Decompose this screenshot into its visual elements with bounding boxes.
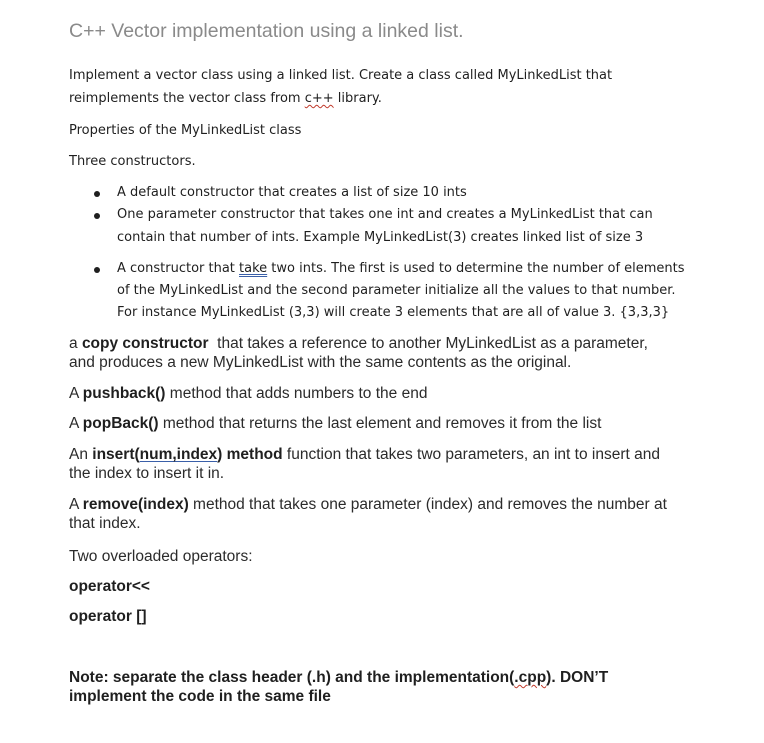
bullet-two-param-line-3: For instance MyLinkedList (3,3) will create 3 elements that are all of value 3. {3,3,3} (117, 305, 670, 320)
note-line-2: implement the code in the same file (69, 688, 331, 705)
properties-heading: Properties of the MyLinkedList class (69, 123, 302, 138)
underlined-params: num,index (139, 446, 218, 463)
remove-line-1: A remove(index) method that takes one parameter (index) and removes the number at (69, 496, 667, 513)
spellcheck-word: c++ (304, 91, 334, 106)
intro-line-1: Implement a vector class using a linked list. Create a class called MyLinkedList that (69, 68, 613, 83)
underlined-brackets: [] (136, 608, 147, 625)
overloaded-heading: Two overloaded operators: (69, 548, 253, 565)
pushback-line: A pushback() method that adds numbers to the end (69, 385, 428, 402)
bullet-one-param-line-1: One parameter constructor that takes one int and creates a MyLinkedList that can (117, 207, 653, 222)
bullet-dot-icon (94, 213, 100, 219)
insert-line-2: the index to insert it in. (69, 465, 225, 482)
operator-stream: operator<< (69, 578, 150, 595)
bullet-one-param-line-2: contain that number of ints. Example MyLinkedList(3) creates linked list of size 3 (117, 230, 644, 245)
note-line-1: Note: separate the class header (.h) and the implementation(.cpp). DON’T (69, 669, 609, 686)
bullet-two-param-line-1: A constructor that take two ints. The first is used to determine the number of elements (117, 261, 685, 276)
page-title: C++ Vector implementation using a linked list. (69, 20, 464, 42)
bullet-default-constructor: A default constructor that creates a list of size 10 ints (117, 185, 467, 200)
popback-line: A popBack() method that returns the last element and removes it from the list (69, 415, 602, 432)
grammar-check-word: take (239, 261, 268, 276)
bullet-dot-icon (94, 191, 100, 197)
copy-constructor-line-1: a copy constructor that takes a reference to another MyLinkedList as a parameter, (69, 335, 648, 352)
spellcheck-word: .cpp (514, 669, 547, 686)
operator-subscript: operator [] (69, 608, 147, 625)
constructors-heading: Three constructors. (69, 154, 196, 169)
intro-line-2: reimplements the vector class from c++ library. (69, 91, 382, 106)
bullet-dot-icon (94, 267, 100, 273)
insert-line-1: An insert(num,index) method function that takes two parameters, an int to insert and (69, 446, 660, 463)
copy-constructor-line-2: and produces a new MyLinkedList with the same contents as the original. (69, 354, 572, 371)
remove-line-2: that index. (69, 515, 141, 532)
bullet-two-param-line-2: of the MyLinkedList and the second parameter initialize all the values to that number. (117, 283, 676, 298)
